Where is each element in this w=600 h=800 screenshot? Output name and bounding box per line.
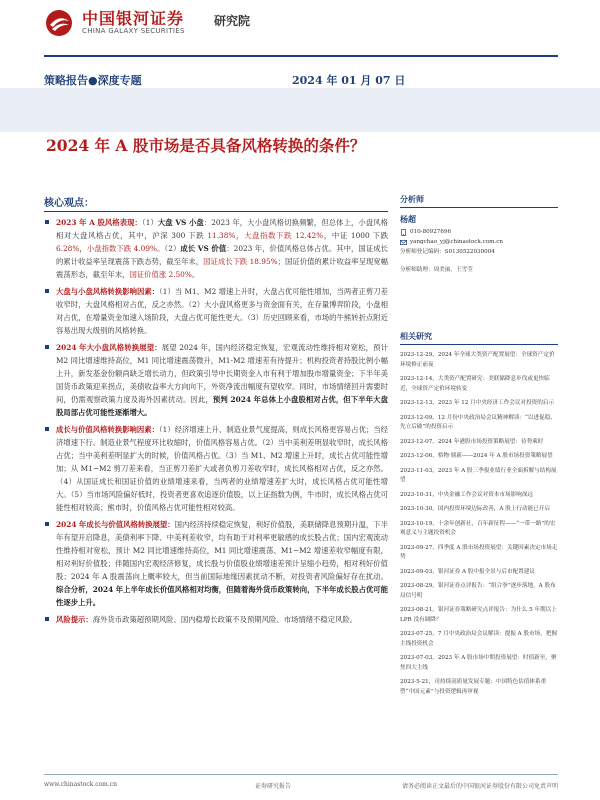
bullet-square-icon xyxy=(45,289,49,293)
galaxy-logo-icon xyxy=(44,8,74,38)
analyst-email[interactable] xyxy=(400,237,558,247)
related-item[interactable]: 2023-08-29，银河证券点评报告：“组合拳”逐步落地，A 股布局信号明 xyxy=(400,583,556,599)
list-item xyxy=(44,216,388,281)
phone-icon xyxy=(400,229,407,236)
related-item[interactable]: 2023-12-13，2023 年 12 月中央经济工作会议对投资的启示 xyxy=(400,400,555,406)
bullet-red: 大盘指数下跌 12.42% xyxy=(244,231,324,240)
list-item xyxy=(44,613,388,626)
report-type: 策略报告●深度专题 xyxy=(44,74,142,87)
list-item xyxy=(44,285,388,337)
title-band xyxy=(0,88,600,132)
analyst-phone xyxy=(400,227,558,237)
bullet-text: 。（2） xyxy=(157,244,181,253)
cert-code: 分析师登记编码：S0130522030004 xyxy=(400,249,495,255)
bullet-keyword: 成长与价值风格转换影响因素： xyxy=(56,425,159,434)
bullet-keyword: 2024 年大小盘风格转换展望： xyxy=(56,343,162,352)
list-item xyxy=(44,518,388,609)
bullet-text: ：2023 年，大小盘风格切换频繁，但总体上，小盘风格相对大盘风格占优，其中，沪深 300 下跌 xyxy=(56,218,388,240)
related-item[interactable]: 2023-08-21，银河证券策略研究点评报告：为什么 5 年期以上 LPR 没有调降？ xyxy=(400,607,557,623)
list-item xyxy=(44,341,388,419)
related-item[interactable]: 2023-10-19，十余年创新社，百年新征程——“一带一路”的宏观意义与主题投资机会 xyxy=(400,520,556,536)
bullet-square-icon xyxy=(45,617,49,621)
bullet-bold: 综合分析，2024 年上半年成长价值风格相对均衡，但随着海外货币政策转向，下半年成长股占优可能性逐步上升。 xyxy=(56,585,388,607)
related-item[interactable]: 2023-12-29，2024 年全球大类资产配置展望：全球资产定价环境修正前夜 xyxy=(400,352,555,368)
bullet-red: 11.38% xyxy=(207,231,236,240)
related-item[interactable]: 2023-12-14，大类资产配置研究：美联储降息步伐或更快临近，全球资产定价环境转变 xyxy=(400,376,550,392)
bullet-text: ；国证价值的累计收益率呈现宽幅震荡形态，截至年末， xyxy=(56,257,388,279)
related-item[interactable]: 2023-10-31，中央金融工作会议对资本市场影响深远 xyxy=(400,491,533,498)
bullet-red: 国证成长下跌 18.95% xyxy=(203,257,278,266)
footer-center: 证券研究报告 xyxy=(255,783,292,790)
core-heading: 核心观点： xyxy=(44,194,388,212)
page-title: 2024 年 A 股市场是否具备风格转换的条件？ xyxy=(46,136,366,155)
related-research xyxy=(400,331,558,697)
bullet-keyword: 风险提示： xyxy=(56,615,93,624)
bullet-text: 国内经济持续稳定恢复，利好价值股，美联储降息预期升温，下半年有望开启降息，美债利率下降、中美利差收窄，均有助于对利率更敏感的成长股占优；国内宏观流动性维持相对宽松，预计 M2 同比增速维持高位，M1 同比增速震荡、M1−M2 增速差收窄幅度有限，相对利好价值股；伴随国内宏观经济修复，成长股与价值股业绩增速差预计呈缩小趋势，相对利好价值股；2024 年 A 股震荡向上概率较大，但当前国际地缘因素扰动不断，对投资者风险偏好存在扰动。 xyxy=(56,520,388,581)
bullet-keyword: 大盘与小盘风格转换影响因素： xyxy=(56,287,160,296)
analyst-heading: 分析师 xyxy=(400,194,558,208)
company-logo xyxy=(44,6,344,44)
related-item[interactable]: 2023-09-03，银河证券 A 股中报全景与后市配置建议 xyxy=(400,568,535,575)
footer-url[interactable]: www.chinastock.com.cn xyxy=(44,781,117,788)
core-viewpoints xyxy=(44,194,388,630)
bullet-text: ，中证 1000 下跌 xyxy=(323,231,388,240)
bullet-square-icon xyxy=(45,427,49,431)
analyst-name: 杨超 xyxy=(400,215,416,224)
report-date: 2024 年 01 月 07 日 xyxy=(292,74,406,87)
bullet-bold: 预判 2024 年总体上小盘股相对占优，但下半年大盘股局部占优可能性逐渐增大。 xyxy=(56,395,388,417)
related-heading: 相关研究 xyxy=(400,331,558,345)
related-item[interactable]: 2023-12-06，格物·鼎新——2024 年 A 股市场投资策略展望 xyxy=(400,453,553,459)
list-item xyxy=(44,423,388,514)
related-item[interactable]: 2023-09-27，四季度 A 股市场投资展望：关键因素决定市场走势 xyxy=(400,544,558,560)
sidebar xyxy=(400,194,558,702)
header-divider xyxy=(44,55,558,57)
bullet-text: ， xyxy=(79,244,87,253)
bullet-text: ， xyxy=(235,231,245,240)
bullet-red: 国证价值涨 2.50% xyxy=(129,270,192,279)
bullet-square-icon xyxy=(45,220,49,224)
bullet-square-icon xyxy=(45,522,49,526)
related-item[interactable]: 2023-12-09，12 月份中央政治局会议精神解读：“以进促稳、先立后破”的投资启示 xyxy=(400,414,556,430)
bullet-bold: 大盘 VS 小盘 xyxy=(157,218,204,227)
related-item[interactable]: 2023-11-03，2023 年 A 股三季报业绩行业全面拆解与结构展望 xyxy=(400,467,557,483)
bullet-text: 。 xyxy=(191,270,200,279)
analyst-assistants: 分析师助理：周美丽、王雪莹 xyxy=(400,267,473,273)
related-item[interactable]: 2023-07-25，7 月中央政治局会议解读：提振 A 股市场，把握主线投资机会 xyxy=(400,631,558,647)
related-item[interactable]: 2023-12-07，2024 年港股市场投资策略展望：待势乘时 xyxy=(400,438,544,445)
bullet-text: ：2023 年，价值风格总体占优。其中，国证成长的累计收益率呈现震荡下跌态势，截至年末， xyxy=(56,244,388,266)
footer-disclaimer: 请务必阅读正文最后的中国银河证券股份有限公司免责声明 xyxy=(401,783,558,790)
bullet-keyword: 2023 年 A 股风格表现： xyxy=(56,218,142,227)
company-name-cn: 中国银河证券 xyxy=(82,9,185,28)
email-address[interactable]: yangchao_yj@chinastock.com.cn xyxy=(410,239,503,245)
bullet-bold: 成长 VS 价值 xyxy=(180,244,227,253)
bullet-text: （1）经济增速上升、制造业景气度提高，则成长风格更容易占优；当经济增速下行、制造业景气程度环比收缩时，价值风格容易占优。（2）当中美利差明显收窄时，成长风格占优；当中美利差明显扩大的时候，价值风格占优。（3）当 M1、M2 增速上升时，成长占优可能性增加；从 M1−M2 剪刀差来看，当正剪刀差扩大或者负剪刀差收窄时，成长风格相对占优，反之亦然。（4）从国证成长和国证价值的业绩增速来看，当两者的业绩增速差扩大时，成长风格占优可能性增大。（5）当市场风险偏好低时，投资者更喜欢追逐价值股，以上证指数为例，牛市时，成长风格占优可能性相对较高；熊市时，价值风格占优可能性相对较高。 xyxy=(56,425,388,512)
footer-divider xyxy=(44,774,558,775)
phone-number: 010-80927696 xyxy=(410,229,452,235)
analyst-cert xyxy=(400,247,558,257)
bullet-keyword: 2024 年成长与价值风格转换展望： xyxy=(56,520,175,529)
mail-icon xyxy=(400,239,407,246)
bullet-text: 展望 2024 年，国内经济稳定恢复，宏观流动性维持相对宽松，预计 M2 同比增速维持高位，M1 同比增速震荡微升，M1-M2 增速差有待提升；机构投资者持股比例小幅上升，新发基金份额尚缺乏增长动力，但政策引导中长期资金入市有利于增加股市增量资金；下半年美国货币政策迎来拐点，美债收益率大方向向下，外资净流出幅度有望收窄。同时，市场情绪回升需要时间，仍需观察政策力度及海外因素扰动。因此， xyxy=(56,343,389,404)
bullet-text: （1）当 M1、M2 增速上升时，大盘占优可能性增加，当两者正剪刀差收窄时，大盘风格相对占优，反之亦然。（2）大小盘风格更多与资金面有关，在存量博弈阶段，小盘相对占优，在增量资金加速入场阶段，大盘占优可能性更大。（3）历史回顾来看，市场的牛熊转折点附近容易出现大级别的风格转换。 xyxy=(56,287,388,335)
institute-label: 研究院 xyxy=(214,14,251,28)
bullet-text: （1） xyxy=(141,218,158,227)
bullet-square-icon xyxy=(45,345,49,349)
core-bullet-list xyxy=(44,216,388,626)
company-name-en: CHINA GALAXY SECURITIES xyxy=(82,27,185,35)
bullet-red: 6.28% xyxy=(56,244,80,253)
related-item[interactable]: 2023-07-03，2023 年 A 股市场中期投资展望：时值新至，聚焦四大主线 xyxy=(400,655,557,671)
related-list xyxy=(400,351,558,697)
bullet-red: 小盘指数下跌 4.09% xyxy=(86,244,157,253)
bullet-text: 海外货币政策超预期风险、国内稳增长政策不及预期风险、市场情绪不稳定风险。 xyxy=(92,615,358,624)
related-item[interactable]: 2023-5-21，司持续高质量发展专题：中国特色估值体系重塑“中国元素”与投资逻辑再审视 xyxy=(400,679,547,695)
related-item[interactable]: 2023-10-30，国内投资环境边际改善，A 股上行动能已开启 xyxy=(400,506,550,512)
